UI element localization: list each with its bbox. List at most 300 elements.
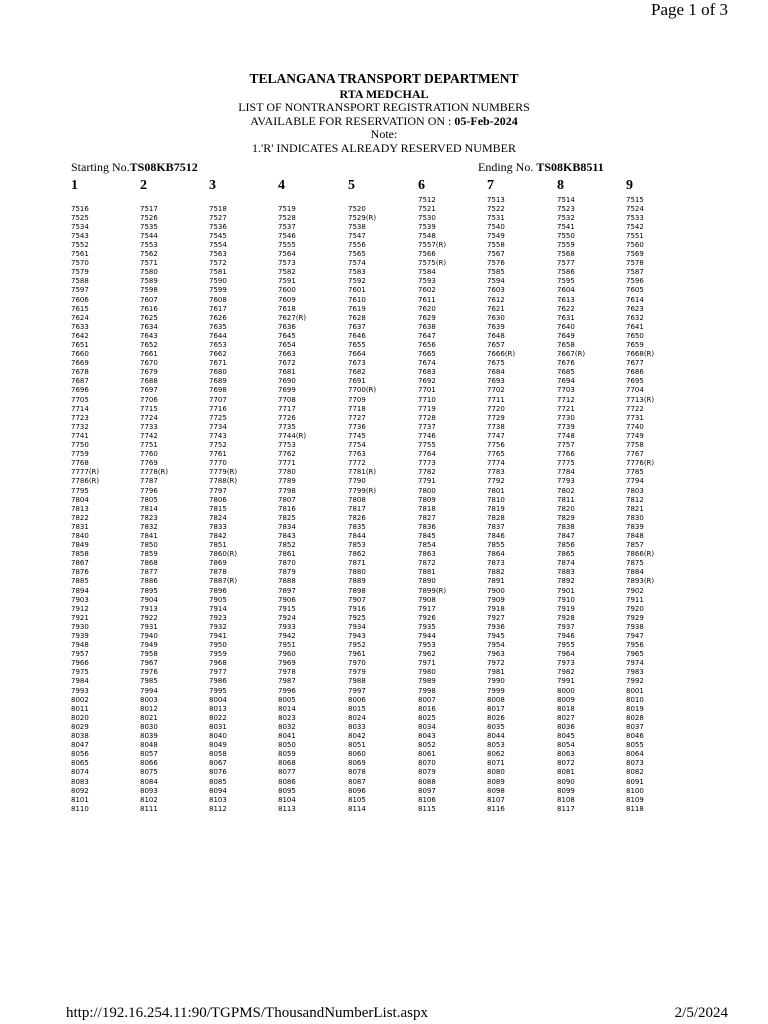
registration-number: 7946 bbox=[557, 632, 575, 640]
registration-number: 7522 bbox=[487, 204, 505, 213]
table-row bbox=[0, 614, 768, 623]
registration-number: 7606 bbox=[71, 295, 89, 304]
registration-number: 8051 bbox=[348, 741, 366, 750]
registration-number: 7787 bbox=[140, 477, 158, 486]
registration-number: 7992 bbox=[626, 677, 644, 686]
registration-number: 7524 bbox=[626, 204, 644, 213]
registration-number: 7765 bbox=[487, 450, 505, 459]
registration-number: 7808 bbox=[348, 495, 366, 504]
page-number: Page 1 of 3 bbox=[651, 0, 728, 19]
registration-number: 7629 bbox=[418, 313, 436, 322]
registration-number: 7876 bbox=[71, 568, 89, 577]
registration-number: 7815 bbox=[209, 504, 227, 513]
table-row bbox=[0, 305, 768, 314]
registration-number: 7616 bbox=[140, 304, 158, 313]
registration-number: 8078 bbox=[348, 768, 366, 777]
registration-number: 7632 bbox=[626, 313, 644, 322]
registration-number: 8016 bbox=[418, 704, 436, 713]
registration-number: 7579 bbox=[71, 268, 89, 277]
registration-number: 8055 bbox=[626, 741, 644, 750]
registration-number: 7907 bbox=[348, 595, 366, 604]
table-row bbox=[0, 250, 768, 259]
registration-number: 7915 bbox=[278, 604, 296, 613]
registration-number: 7991 bbox=[557, 677, 575, 686]
registration-number: 7562 bbox=[140, 250, 158, 259]
registration-number: 7709 bbox=[348, 395, 366, 404]
registration-number: 7704 bbox=[626, 386, 644, 395]
table-row bbox=[0, 659, 768, 668]
registration-number: 7849 bbox=[71, 541, 89, 550]
registration-number: 7898 bbox=[348, 586, 366, 595]
registration-number: 7825 bbox=[278, 513, 296, 522]
registration-number: 7553 bbox=[140, 240, 158, 249]
registration-number: 8108 bbox=[557, 795, 575, 804]
registration-number: 7577 bbox=[557, 259, 575, 268]
table-row bbox=[0, 741, 768, 750]
registration-number: 7758 bbox=[626, 441, 644, 450]
registration-number: 7599 bbox=[209, 286, 227, 295]
registration-number: 7790 bbox=[348, 477, 366, 486]
registration-number: 7916 bbox=[348, 604, 366, 613]
table-row bbox=[0, 496, 768, 505]
registration-number: 8069 bbox=[348, 759, 366, 768]
footer-date: 2/5/2024 bbox=[674, 1005, 728, 1021]
registration-number: 7626 bbox=[209, 313, 227, 322]
registration-number: 7800 bbox=[418, 486, 436, 495]
table-row bbox=[0, 514, 768, 523]
registration-number: 7772 bbox=[348, 459, 366, 468]
registration-number: 7536 bbox=[209, 222, 227, 231]
registration-number: 8048 bbox=[140, 741, 158, 750]
registration-number: 7980 bbox=[418, 668, 436, 677]
registration-number: 7919 bbox=[557, 604, 575, 613]
registration-number: 7679 bbox=[140, 368, 158, 377]
registration-number: 7533 bbox=[626, 213, 644, 222]
registration-number: 7853 bbox=[348, 541, 366, 550]
registration-number: 7794 bbox=[626, 477, 644, 486]
registration-number: 7989 bbox=[418, 677, 436, 686]
registration-number: 7954 bbox=[487, 641, 505, 650]
registration-number: 7529(R) bbox=[348, 213, 377, 222]
registration-number: 8003 bbox=[140, 695, 158, 704]
registration-number: 7555 bbox=[278, 240, 296, 249]
registration-number: 7617 bbox=[209, 304, 227, 313]
registration-number: 7938 bbox=[626, 622, 644, 631]
registration-number: 7548 bbox=[418, 231, 436, 240]
registration-number: 8045 bbox=[557, 732, 575, 741]
registration-number: 7564 bbox=[278, 250, 296, 259]
registration-number: 7678 bbox=[71, 368, 89, 377]
registration-number: 7865 bbox=[557, 550, 575, 559]
registration-number: 7799(R) bbox=[348, 486, 377, 495]
registration-number: 7668(R) bbox=[626, 350, 655, 359]
registration-number: 8114 bbox=[348, 804, 366, 813]
registration-number: 7839 bbox=[626, 522, 644, 531]
registration-number: 8068 bbox=[278, 759, 296, 768]
registration-number: 8101 bbox=[71, 795, 89, 804]
registration-number: 7894 bbox=[71, 586, 89, 595]
registration-number: 8107 bbox=[487, 795, 505, 804]
registration-number: 7670 bbox=[140, 359, 158, 368]
registration-number: 7603 bbox=[487, 286, 505, 295]
registration-number: 8088 bbox=[418, 777, 436, 786]
registration-number: 7672 bbox=[278, 359, 296, 368]
registration-number: 7801 bbox=[487, 486, 505, 495]
registration-number: 7783 bbox=[487, 468, 505, 477]
registration-number: 7596 bbox=[626, 277, 644, 286]
registration-number: 7542 bbox=[626, 222, 644, 231]
table-row bbox=[0, 332, 768, 341]
registration-number: 7804 bbox=[71, 495, 89, 504]
registration-number: 7970 bbox=[348, 659, 366, 668]
registration-number: 8038 bbox=[71, 732, 89, 741]
availability-line bbox=[0, 115, 768, 129]
registration-number: 7955 bbox=[557, 641, 575, 650]
table-row bbox=[0, 368, 768, 377]
registration-number: 7857 bbox=[626, 541, 644, 550]
registration-number: 7881 bbox=[418, 568, 436, 577]
table-row bbox=[0, 196, 768, 205]
registration-number: 7705 bbox=[71, 395, 89, 404]
registration-number: 8059 bbox=[278, 750, 296, 759]
registration-number: 8062 bbox=[487, 750, 505, 759]
registration-number: 7695 bbox=[626, 377, 644, 386]
table-row bbox=[0, 641, 768, 650]
column-header: 4 bbox=[278, 178, 285, 193]
registration-number: 7933 bbox=[278, 622, 296, 631]
registration-number: 7657 bbox=[487, 341, 505, 349]
registration-number: 7622 bbox=[557, 304, 575, 313]
registration-number: 7978 bbox=[278, 668, 296, 677]
table-row bbox=[0, 205, 768, 214]
registration-number: 8071 bbox=[487, 759, 505, 768]
registration-number: 7868 bbox=[140, 559, 158, 568]
availability-date: 05-Feb-2024 bbox=[454, 113, 518, 128]
registration-number: 8050 bbox=[278, 741, 296, 750]
registration-number: 7905 bbox=[209, 595, 227, 604]
registration-number: 7565 bbox=[348, 250, 366, 259]
registration-number: 7771 bbox=[278, 459, 296, 468]
registration-number: 8043 bbox=[418, 732, 436, 741]
registration-number: 7741 bbox=[71, 431, 89, 440]
registration-number: 7976 bbox=[140, 668, 158, 677]
registration-number: 7688 bbox=[140, 377, 158, 386]
registration-number: 7890 bbox=[418, 577, 436, 586]
registration-number: 8116 bbox=[487, 804, 505, 813]
registration-number: 7953 bbox=[418, 641, 436, 650]
registration-number: 7595 bbox=[557, 277, 575, 286]
table-row bbox=[0, 396, 768, 405]
ending-value: TS08KB8511 bbox=[536, 160, 604, 174]
registration-number: 8023 bbox=[278, 713, 296, 722]
registration-number: 7875 bbox=[626, 559, 644, 568]
registration-number: 7823 bbox=[140, 513, 158, 522]
registration-number: 7755 bbox=[418, 441, 436, 450]
registration-number: 8110 bbox=[71, 804, 89, 813]
registration-number: 7604 bbox=[557, 286, 575, 295]
table-row bbox=[0, 541, 768, 550]
registration-number: 7782 bbox=[418, 468, 436, 477]
registration-number: 8077 bbox=[278, 768, 296, 777]
registration-number: 7996 bbox=[278, 686, 296, 695]
registration-number: 8118 bbox=[626, 804, 644, 813]
registration-number: 7910 bbox=[557, 595, 575, 604]
registration-number: 7840 bbox=[71, 531, 89, 540]
registration-number: 7575(R) bbox=[418, 259, 447, 268]
registration-number: 7530 bbox=[418, 213, 436, 222]
registration-number: 7971 bbox=[418, 659, 436, 668]
registration-number: 7892 bbox=[557, 577, 575, 586]
registration-number: 7906 bbox=[278, 595, 296, 604]
registration-number: 7856 bbox=[557, 541, 575, 550]
registration-number: 7939 bbox=[71, 632, 89, 640]
table-row bbox=[0, 523, 768, 532]
registration-number: 7615 bbox=[71, 304, 89, 313]
registration-number: 8034 bbox=[418, 722, 436, 731]
registration-number: 7727 bbox=[348, 413, 366, 422]
table-row bbox=[0, 705, 768, 714]
registration-number: 8012 bbox=[140, 704, 158, 713]
registration-number: 8100 bbox=[626, 786, 644, 795]
table-row bbox=[0, 787, 768, 796]
registration-number: 7638 bbox=[418, 322, 436, 331]
registration-number: 7767 bbox=[626, 450, 644, 459]
registration-number: 7532 bbox=[557, 213, 575, 222]
registration-number: 8072 bbox=[557, 759, 575, 768]
office-name: RTA MEDCHAL bbox=[339, 87, 429, 101]
registration-number: 7828 bbox=[487, 513, 505, 522]
registration-number: 7925 bbox=[348, 613, 366, 622]
registration-number: 8011 bbox=[71, 704, 89, 713]
registration-number: 7729 bbox=[487, 413, 505, 422]
registration-number: 7636 bbox=[278, 322, 296, 331]
registration-number: 7637 bbox=[348, 322, 366, 331]
table-row bbox=[0, 714, 768, 723]
registration-number: 8074 bbox=[71, 768, 89, 777]
registration-number: 8014 bbox=[278, 704, 296, 713]
registration-number: 7703 bbox=[557, 386, 575, 395]
registration-number: 8018 bbox=[557, 704, 575, 713]
registration-number: 7589 bbox=[140, 277, 158, 286]
registration-number: 8015 bbox=[348, 704, 366, 713]
table-row bbox=[0, 223, 768, 232]
registration-number: 8029 bbox=[71, 722, 89, 731]
registration-number: 7914 bbox=[209, 604, 227, 613]
registration-number: 8084 bbox=[140, 777, 158, 786]
table-row bbox=[0, 650, 768, 659]
registration-number: 7525 bbox=[71, 213, 89, 222]
registration-number: 7988 bbox=[348, 677, 366, 686]
registration-number: 7951 bbox=[278, 641, 296, 650]
registration-number: 7711 bbox=[487, 395, 505, 404]
registration-number: 7627(R) bbox=[278, 313, 307, 322]
registration-number: 7518 bbox=[209, 204, 227, 213]
registration-number: 8081 bbox=[557, 768, 575, 777]
registration-number: 7650 bbox=[626, 331, 644, 340]
registration-number: 7609 bbox=[278, 295, 296, 304]
registration-number: 7578 bbox=[626, 259, 644, 268]
registration-number: 7628 bbox=[348, 313, 366, 322]
registration-number: 8067 bbox=[209, 759, 227, 768]
registration-number: 7927 bbox=[487, 613, 505, 622]
starting-number bbox=[71, 160, 198, 175]
table-row bbox=[0, 277, 768, 286]
registration-number: 7895 bbox=[140, 586, 158, 595]
registration-number: 7559 bbox=[557, 240, 575, 249]
registration-number: 7774 bbox=[487, 459, 505, 468]
registration-number: 7640 bbox=[557, 322, 575, 331]
registration-number: 8103 bbox=[209, 795, 227, 804]
registration-number: 8041 bbox=[278, 732, 296, 741]
registration-number: 7623 bbox=[626, 304, 644, 313]
number-grid bbox=[0, 196, 768, 814]
table-row bbox=[0, 550, 768, 559]
registration-number: 7974 bbox=[626, 659, 644, 668]
registration-number: 7880 bbox=[348, 568, 366, 577]
registration-number: 7573 bbox=[278, 259, 296, 268]
registration-number: 8106 bbox=[418, 795, 436, 804]
registration-number: 7863 bbox=[418, 550, 436, 559]
table-row bbox=[0, 214, 768, 223]
registration-number: 7600 bbox=[278, 286, 296, 295]
registration-number: 7621 bbox=[487, 304, 505, 313]
registration-number: 8049 bbox=[209, 741, 227, 750]
registration-number: 7697 bbox=[140, 386, 158, 395]
registration-number: 7870 bbox=[278, 559, 296, 568]
table-row bbox=[0, 477, 768, 486]
registration-number: 8009 bbox=[557, 695, 575, 704]
registration-number: 7930 bbox=[71, 622, 89, 631]
registration-number: 7686 bbox=[626, 368, 644, 377]
registration-number: 7701 bbox=[418, 386, 436, 395]
registration-number: 7957 bbox=[71, 650, 89, 659]
registration-number: 7761 bbox=[209, 450, 227, 459]
registration-number: 7903 bbox=[71, 595, 89, 604]
registration-number: 7683 bbox=[418, 368, 436, 377]
registration-number: 7652 bbox=[140, 341, 158, 349]
registration-number: 7647 bbox=[418, 331, 436, 340]
registration-number: 7572 bbox=[209, 259, 227, 268]
registration-number: 7517 bbox=[140, 204, 158, 213]
registration-number: 7586 bbox=[557, 268, 575, 277]
table-row bbox=[0, 632, 768, 641]
registration-number: 7874 bbox=[557, 559, 575, 568]
registration-number: 7883 bbox=[557, 568, 575, 577]
registration-number: 7963 bbox=[487, 650, 505, 659]
list-title: LIST OF NONTRANSPORT REGISTRATION NUMBERS bbox=[238, 100, 530, 114]
column-header: 9 bbox=[626, 178, 633, 193]
table-row bbox=[0, 796, 768, 805]
registration-number: 8007 bbox=[418, 695, 436, 704]
registration-number: 7973 bbox=[557, 659, 575, 668]
registration-number: 7740 bbox=[626, 422, 644, 431]
registration-number: 7580 bbox=[140, 268, 158, 277]
registration-number: 7964 bbox=[557, 650, 575, 659]
registration-number: 8085 bbox=[209, 777, 227, 786]
registration-number: 7724 bbox=[140, 413, 158, 422]
registration-number: 7945 bbox=[487, 632, 505, 640]
registration-number: 7635 bbox=[209, 322, 227, 331]
registration-number: 7513 bbox=[487, 195, 505, 204]
registration-number: 7634 bbox=[140, 322, 158, 331]
registration-number: 7827 bbox=[418, 513, 436, 522]
registration-number: 7605 bbox=[626, 286, 644, 295]
registration-number: 8001 bbox=[626, 686, 644, 695]
column-header: 1 bbox=[71, 178, 78, 193]
registration-number: 7732 bbox=[71, 422, 89, 431]
registration-number: 8075 bbox=[140, 768, 158, 777]
registration-number: 7585 bbox=[487, 268, 505, 277]
registration-number: 7932 bbox=[209, 622, 227, 631]
registration-number: 8063 bbox=[557, 750, 575, 759]
registration-number: 7592 bbox=[348, 277, 366, 286]
registration-number: 7541 bbox=[557, 222, 575, 231]
registration-number: 8052 bbox=[418, 741, 436, 750]
table-row bbox=[0, 487, 768, 496]
registration-number: 7805 bbox=[140, 495, 158, 504]
table-row bbox=[0, 259, 768, 268]
registration-number: 7645 bbox=[278, 331, 296, 340]
registration-number: 8036 bbox=[557, 722, 575, 731]
table-row bbox=[0, 759, 768, 768]
registration-number: 8031 bbox=[209, 722, 227, 731]
registration-number: 7891 bbox=[487, 577, 505, 586]
registration-number: 8054 bbox=[557, 741, 575, 750]
registration-number: 7833 bbox=[209, 522, 227, 531]
registration-number: 7687 bbox=[71, 377, 89, 386]
registration-number: 7887(R) bbox=[209, 577, 238, 586]
registration-number: 7763 bbox=[348, 450, 366, 459]
registration-number: 7597 bbox=[71, 286, 89, 295]
registration-number: 7582 bbox=[278, 268, 296, 277]
registration-number: 7848 bbox=[626, 531, 644, 540]
registration-number: 7960 bbox=[278, 650, 296, 659]
registration-number: 7545 bbox=[209, 231, 227, 240]
registration-number: 7762 bbox=[278, 450, 296, 459]
registration-number: 7835 bbox=[348, 522, 366, 531]
table-row bbox=[0, 505, 768, 514]
registration-number: 7715 bbox=[140, 404, 158, 413]
registration-number: 7920 bbox=[626, 604, 644, 613]
registration-number: 8008 bbox=[487, 695, 505, 704]
registration-number: 7961 bbox=[348, 650, 366, 659]
registration-number: 7956 bbox=[626, 641, 644, 650]
registration-number: 8026 bbox=[487, 713, 505, 722]
registration-number: 8115 bbox=[418, 804, 436, 813]
registration-number: 8030 bbox=[140, 722, 158, 731]
registration-number: 8105 bbox=[348, 795, 366, 804]
registration-number: 7769 bbox=[140, 459, 158, 468]
registration-number: 7643 bbox=[140, 331, 158, 340]
table-row bbox=[0, 314, 768, 323]
registration-number: 7675 bbox=[487, 359, 505, 368]
registration-number: 7689 bbox=[209, 377, 227, 386]
registration-number: 7843 bbox=[278, 531, 296, 540]
registration-number: 7768 bbox=[71, 459, 89, 468]
registration-number: 8076 bbox=[209, 768, 227, 777]
registration-number: 7644 bbox=[209, 331, 227, 340]
registration-number: 7554 bbox=[209, 240, 227, 249]
ending-label: Ending No. bbox=[478, 160, 534, 174]
registration-number: 8037 bbox=[626, 722, 644, 731]
registration-number: 7830 bbox=[626, 513, 644, 522]
registration-number: 8093 bbox=[140, 786, 158, 795]
registration-number: 7700(R) bbox=[348, 386, 377, 395]
registration-number: 8087 bbox=[348, 777, 366, 786]
registration-number: 7728 bbox=[418, 413, 436, 422]
starting-value: TS08KB7512 bbox=[129, 160, 198, 174]
registration-number: 7822 bbox=[71, 513, 89, 522]
